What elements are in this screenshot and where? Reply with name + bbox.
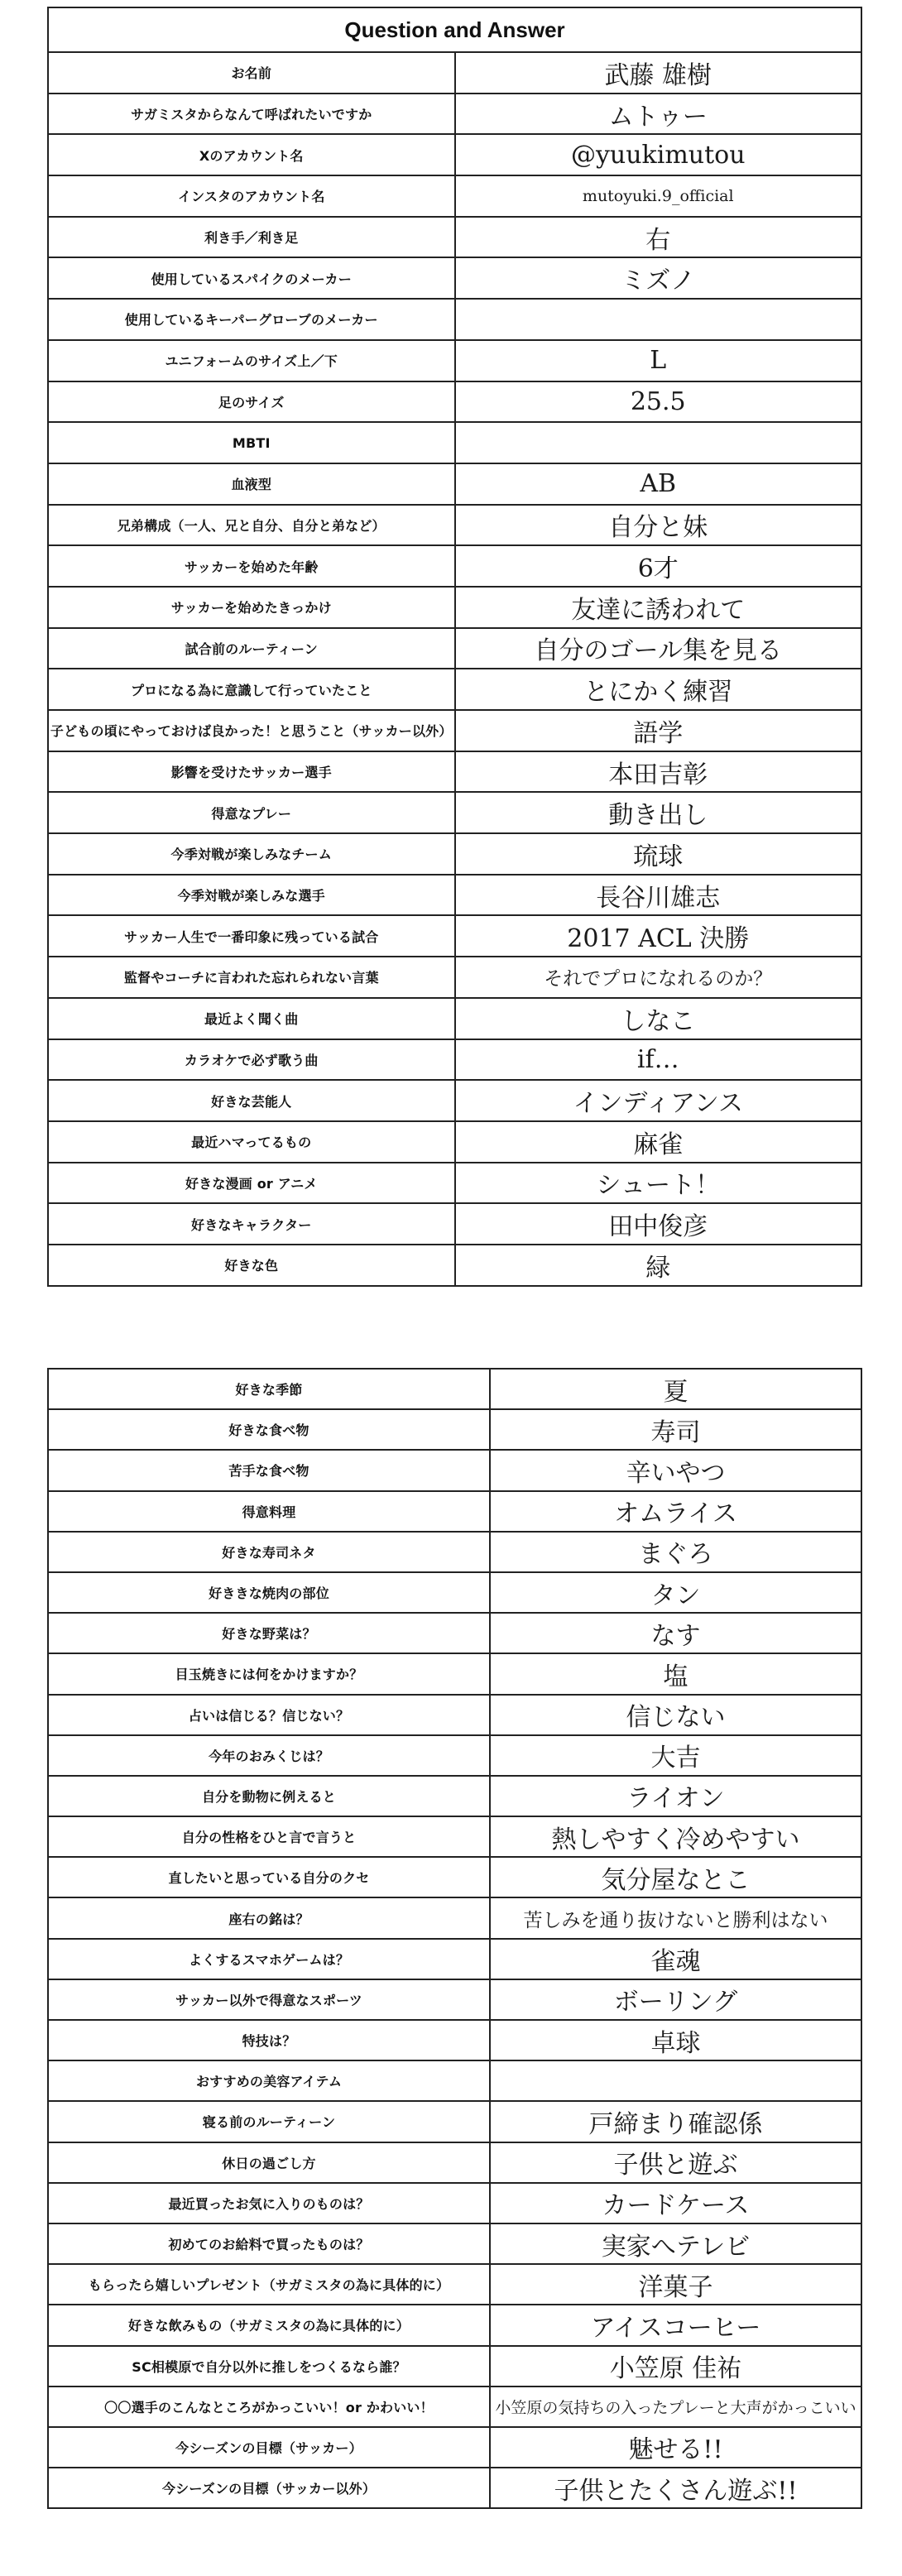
answer-cell: @yuukimutou (455, 134, 862, 175)
answer-cell: ボーリング (490, 1979, 861, 2020)
qa-row (48, 1450, 861, 1490)
question-cell: 好きな漫画 or アニメ (48, 1163, 455, 1204)
question-cell: プロになる為に意識して行っていたこと (48, 669, 455, 710)
question-cell: 血液型 (48, 463, 455, 505)
qa-sheet-1 (47, 7, 862, 1287)
answer-cell: if… (455, 1039, 862, 1081)
qa-row (48, 175, 861, 217)
qa-row (48, 422, 861, 463)
question-cell: 今年のおみくじは？ (48, 1735, 490, 1776)
question-cell: 〇〇選手のこんなところがかっこいい！or かわいい！ (48, 2387, 490, 2427)
qa-row (48, 2305, 861, 2345)
answer-cell: タン (490, 1572, 861, 1613)
question-cell: 今シーズンの目標（サッカー） (48, 2427, 490, 2468)
question-cell: 特技は？ (48, 2020, 490, 2060)
qa-row (48, 2142, 861, 2183)
qa-row (48, 1572, 861, 1613)
question-cell: 監督やコーチに言われた忘れられない言葉 (48, 957, 455, 998)
qa-row (48, 217, 861, 258)
qa-row (48, 1409, 861, 1450)
question-cell: 占いは信じる？信じない？ (48, 1695, 490, 1735)
qa-row (48, 2387, 861, 2427)
qa-row (48, 94, 861, 135)
question-cell: 最近よく聞く曲 (48, 998, 455, 1039)
qa-row (48, 340, 861, 381)
question-cell: 使用しているキーパーグローブのメーカー (48, 299, 455, 340)
qa-row (48, 628, 861, 669)
question-cell: サッカー以外で得意なスポーツ (48, 1979, 490, 2020)
question-cell: サガミスタからなんて呼ばれたいですか (48, 94, 455, 135)
question-cell: 直したいと思っている自分のクセ (48, 1857, 490, 1897)
question-cell: おすすめの美容アイテム (48, 2060, 490, 2101)
answer-cell (455, 422, 862, 463)
question-cell: 好きなキャラクター (48, 1203, 455, 1245)
qa-row (48, 587, 861, 628)
qa-sheet-2 (47, 1368, 862, 2509)
question-cell: ユニフォームのサイズ上／下 (48, 340, 455, 381)
question-cell: 好きな芸能人 (48, 1080, 455, 1121)
answer-cell: 実家へテレビ (490, 2223, 861, 2264)
question-cell: 影響を受けたサッカー選手 (48, 751, 455, 793)
question-cell: 好きな野菜は？ (48, 1613, 490, 1653)
answer-cell: 本田吉彰 (455, 751, 862, 793)
question-cell: 寝る前のルーティーン (48, 2101, 490, 2142)
sheet-title: Question and Answer (48, 7, 861, 52)
qa-row (48, 1816, 861, 1857)
answer-cell: 寿司 (490, 1409, 861, 1450)
answer-cell: とにかく練習 (455, 669, 862, 710)
qa-row (48, 257, 861, 299)
qa-row (48, 545, 861, 587)
qa-row (48, 2264, 861, 2305)
answer-cell: 熱しやすく冷めやすい (490, 1816, 861, 1857)
qa-row (48, 2346, 861, 2387)
qa-row (48, 1897, 861, 1938)
qa-row (48, 751, 861, 793)
qa-row (48, 1163, 861, 1204)
question-cell: 苦手な食べ物 (48, 1450, 490, 1490)
question-cell: 好ききな焼肉の部位 (48, 1572, 490, 1613)
qa-row (48, 1776, 861, 1816)
qa-row (48, 463, 861, 505)
answer-cell: カードケース (490, 2183, 861, 2223)
answer-cell: 動き出し (455, 792, 862, 833)
answer-cell: オムライス (490, 1491, 861, 1532)
qa-row (48, 52, 861, 94)
qa-row (48, 710, 861, 751)
qa-row (48, 1121, 861, 1163)
answer-cell: 6才 (455, 545, 862, 587)
qa-row (48, 792, 861, 833)
qa-row (48, 669, 861, 710)
answer-cell (455, 299, 862, 340)
qa-row (48, 1735, 861, 1776)
question-cell: 子どもの頃にやっておけば良かった！と思うこと（サッカー以外） (48, 710, 455, 751)
answer-cell: mutoyuki.9_official (455, 175, 862, 217)
qa-row (48, 1203, 861, 1245)
qa-row (48, 998, 861, 1039)
question-cell: 今季対戦が楽しみな選手 (48, 875, 455, 916)
question-cell: サッカーを始めた年齢 (48, 545, 455, 587)
answer-cell: 雀魂 (490, 1939, 861, 1979)
question-cell: 利き手／利き足 (48, 217, 455, 258)
answer-cell: インディアンス (455, 1080, 862, 1121)
answer-cell: シュート！ (455, 1163, 862, 1204)
answer-cell: 長谷川雄志 (455, 875, 862, 916)
question-cell: もらったら嬉しいプレゼント（サガミスタの為に具体的に） (48, 2264, 490, 2305)
qa-row (48, 2060, 861, 2101)
question-cell: 座右の銘は？ (48, 1897, 490, 1938)
question-cell: カラオケで必ず歌う曲 (48, 1039, 455, 1081)
question-cell: 今シーズンの目標（サッカー以外） (48, 2468, 490, 2508)
answer-cell: 麻雀 (455, 1121, 862, 1163)
answer-cell: 信じない (490, 1695, 861, 1735)
question-cell: 得意なプレー (48, 792, 455, 833)
qa-row (48, 1491, 861, 1532)
question-cell: 兄弟構成（一人、兄と自分、自分と弟など） (48, 505, 455, 546)
answer-cell: 夏 (490, 1369, 861, 1409)
answer-cell: 琉球 (455, 833, 862, 875)
qa-row (48, 1613, 861, 1653)
answer-cell: 2017 ACL 決勝 (455, 915, 862, 957)
question-cell: サッカーを始めたきっかけ (48, 587, 455, 628)
answer-cell: 魅せる!! (490, 2427, 861, 2468)
qa-row (48, 1245, 861, 1286)
answer-cell: 武藤 雄樹 (455, 52, 862, 94)
answer-cell: 気分屋なとこ (490, 1857, 861, 1897)
qa-row (48, 1532, 861, 1572)
qa-row (48, 1857, 861, 1897)
qa-row (48, 505, 861, 546)
question-cell: SC相模原で自分以外に推しをつくるなら誰？ (48, 2346, 490, 2387)
answer-cell: 卓球 (490, 2020, 861, 2060)
question-cell: 自分の性格をひと言で言うと (48, 1816, 490, 1857)
qa-row (48, 2427, 861, 2468)
answer-cell: 大吉 (490, 1735, 861, 1776)
answer-cell: 緑 (455, 1245, 862, 1286)
qa-row (48, 2183, 861, 2223)
question-cell: 好きな食べ物 (48, 1409, 490, 1450)
answer-cell: 小笠原 佳祐 (490, 2346, 861, 2387)
question-cell: 使用しているスパイクのメーカー (48, 257, 455, 299)
qa-row (48, 915, 861, 957)
answer-cell: 戸締まり確認係 (490, 2101, 861, 2142)
answer-cell: 25.5 (455, 381, 862, 423)
qa-row (48, 1939, 861, 1979)
qa-row (48, 299, 861, 340)
answer-cell: 自分と妹 (455, 505, 862, 546)
qa-row (48, 134, 861, 175)
question-cell: MBTI (48, 422, 455, 463)
question-cell: 今季対戦が楽しみなチーム (48, 833, 455, 875)
answer-cell: 友達に誘われて (455, 587, 862, 628)
answer-cell: ライオン (490, 1776, 861, 1816)
question-cell: 足のサイズ (48, 381, 455, 423)
qa-row (48, 1979, 861, 2020)
answer-cell: 自分のゴール集を見る (455, 628, 862, 669)
question-cell: お名前 (48, 52, 455, 94)
answer-cell: 辛いやつ (490, 1450, 861, 1490)
answer-cell: なす (490, 1613, 861, 1653)
question-cell: よくするスマホゲームは？ (48, 1939, 490, 1979)
qa-row (48, 833, 861, 875)
qa-row (48, 875, 861, 916)
answer-cell: それでプロになれるのか？ (455, 957, 862, 998)
answer-cell: アイスコーヒー (490, 2305, 861, 2345)
answer-cell: 右 (455, 217, 862, 258)
answer-cell: L (455, 340, 862, 381)
qa-row (48, 1039, 861, 1081)
qa-row (48, 2468, 861, 2508)
question-cell: 目玉焼きには何をかけますか？ (48, 1653, 490, 1694)
question-cell: 好きな寿司ネタ (48, 1532, 490, 1572)
qa-row (48, 1695, 861, 1735)
answer-cell: まぐろ (490, 1532, 861, 1572)
answer-cell: 田中俊彦 (455, 1203, 862, 1245)
question-cell: サッカー人生で一番印象に残っている試合 (48, 915, 455, 957)
answer-cell: AB (455, 463, 862, 505)
answer-cell: 語学 (455, 710, 862, 751)
question-cell: 好きな飲みもの（サガミスタの為に具体的に） (48, 2305, 490, 2345)
question-cell: 好きな色 (48, 1245, 455, 1286)
qa-row (48, 1080, 861, 1121)
qa-row (48, 957, 861, 998)
answer-cell (490, 2060, 861, 2101)
answer-cell: ミズノ (455, 257, 862, 299)
question-cell: 得意料理 (48, 1491, 490, 1532)
qa-row (48, 2101, 861, 2142)
answer-cell: 子供とたくさん遊ぶ!! (490, 2468, 861, 2508)
answer-cell: ムトゥー (455, 94, 862, 135)
answer-cell: 洋菓子 (490, 2264, 861, 2305)
question-cell: 初めてのお給料で買ったものは？ (48, 2223, 490, 2264)
qa-row (48, 2020, 861, 2060)
answer-cell: しなこ (455, 998, 862, 1039)
question-cell: インスタのアカウント名 (48, 175, 455, 217)
answer-cell: 苦しみを通り抜けないと勝利はない (490, 1897, 861, 1938)
question-cell: 最近買ったお気に入りのものは？ (48, 2183, 490, 2223)
question-cell: 好きな季節 (48, 1369, 490, 1409)
question-cell: Xのアカウント名 (48, 134, 455, 175)
qa-row (48, 1653, 861, 1694)
qa-row (48, 381, 861, 423)
qa-row (48, 2223, 861, 2264)
question-cell: 休日の過ごし方 (48, 2142, 490, 2183)
qa-row (48, 1369, 861, 1409)
answer-cell: 小笠原の気持ちの入ったプレーと大声がかっこいい (490, 2387, 861, 2427)
question-cell: 最近ハマってるもの (48, 1121, 455, 1163)
question-cell: 自分を動物に例えると (48, 1776, 490, 1816)
answer-cell: 子供と遊ぶ (490, 2142, 861, 2183)
answer-cell: 塩 (490, 1653, 861, 1694)
question-cell: 試合前のルーティーン (48, 628, 455, 669)
